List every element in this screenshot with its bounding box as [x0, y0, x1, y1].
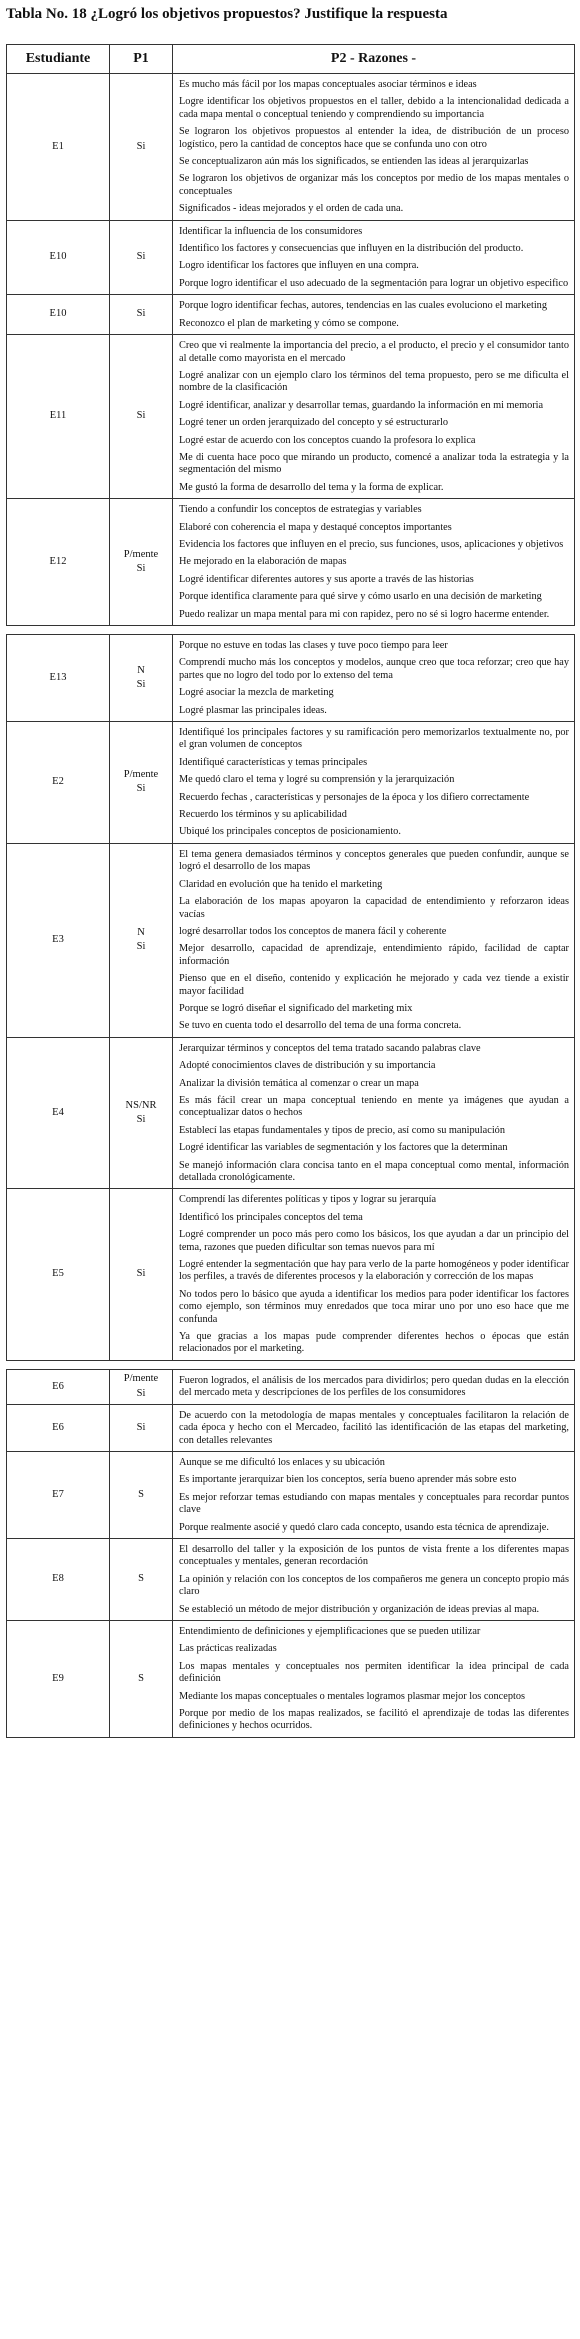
reason-text: Porque no estuve en todas las clases y tuve poco tiempo para leer — [179, 640, 448, 651]
reason-text: Significados - ideas mejorados y el orden de cada una. — [179, 203, 404, 215]
table-caption: Tabla No. 18 ¿Logró los objetivos propuestos? Justifique la respuesta — [6, 6, 448, 22]
reasons-cell — [173, 220, 575, 295]
p1-value: Si — [136, 941, 146, 953]
row-separator — [7, 1360, 575, 1369]
results-table — [6, 44, 575, 1738]
reason-text: He mejorado en la elaboración de mapas — [179, 556, 347, 568]
p1-cell — [110, 220, 173, 295]
student-cell: E10 — [7, 220, 110, 295]
separator-cell — [7, 626, 575, 635]
table-body — [7, 74, 575, 1738]
student-cell: E3 — [7, 843, 110, 1037]
reasons-cell — [173, 1037, 575, 1189]
p1-cell — [110, 295, 173, 335]
reasons-cell — [173, 74, 575, 221]
reason-text: Porque logro identificar fechas, autores, tendencias en las cuales evoluciono el marketing — [179, 300, 547, 312]
reason-text: Se estableció un método de mejor distribución y organización de ideas previas al mapa. — [179, 1603, 540, 1615]
reason-text: logré desarrollar todos los conceptos de manera fácil y coherente — [179, 925, 447, 937]
table-row — [7, 1620, 575, 1737]
p1-value: P/mente — [123, 548, 159, 560]
student-cell: E7 — [7, 1451, 110, 1538]
student-cell: E10 — [7, 295, 110, 335]
student-cell: E12 — [7, 499, 110, 626]
reason-text: El tema genera demasiados términos y conceptos generales que pueden confundir, aunque se logró el desarrollo de los mapas — [179, 848, 569, 873]
reason-text: Se manejó información clara concisa tanto en el mapa conceptual como mental, información detallada cronológicamente. — [179, 1159, 569, 1183]
student-cell: E6 — [7, 1369, 110, 1404]
reason-text: Logre identificar los objetivos propuestos en el taller, debido a la intencionalidad dedicada a cada mapa mental o conceptual teniendo y comprendiendo su importancia — [179, 96, 569, 120]
reason-text: Reconozco el plan de marketing y cómo se compone. — [179, 317, 399, 329]
reason-text: Logré comprender un poco más pero como los básicos, los que ayudan a dar un principio del tema, razones que pueden dificultar son temas nuevos para mí — [179, 1229, 569, 1253]
reasons-cell — [173, 1369, 575, 1404]
student-cell: E11 — [7, 335, 110, 499]
reason-text: Es más fácil crear un mapa conceptual teniendo en mente ya imágenes que ayudan a conceptualizar datos o hechos — [179, 1094, 569, 1119]
reason-text: De acuerdo con la metodología de mapas mentales y conceptuales facilitaron la relación de cada época y hecho con el Mercadeo, facilitó las identificación de las etapas del marketing, con detalles relevantes — [179, 1409, 569, 1446]
reason-text: Recuerdo los términos y su aplicabilidad — [179, 809, 347, 821]
reason-text: Logro identificar los factores que influyen en una compra. — [179, 260, 419, 272]
reason-text: Logré tener un orden jerarquizado del concepto y sé estructurarlo — [179, 417, 449, 429]
reason-text: La elaboración de los mapas apoyaron la capacidad de entendimiento y reforzaron ideas vacías — [179, 896, 569, 920]
p1-value: N — [137, 926, 145, 938]
reasons-cell — [173, 1404, 575, 1451]
reason-text: Mediante los mapas conceptuales o mentales logramos plasmar mejor los conceptos — [179, 1690, 525, 1702]
p1-value: S — [138, 1672, 144, 1684]
reason-text: Logré asociar la mezcla de marketing — [179, 687, 334, 699]
reason-text: Aunque se me dificultó los enlaces y su ubicación — [179, 1456, 385, 1468]
reason-text: Creo que vi realmente la importancia del precio, a el producto, el precio y el consumidor tanto al detalle como mayorista en el mercado — [179, 340, 569, 364]
reason-text: El desarrollo del taller y la exposición de los puntos de vista frente a los diferentes mapas conceptuales y mentales, generan recordación — [179, 1543, 569, 1568]
table-header-row — [7, 45, 575, 74]
reason-text: Identifico los factores y consecuencias que influyen en la distribución del producto. — [179, 243, 524, 255]
reason-text: Pienso que en el diseño, contenido y explicación he mejorado y cada vez tiende a existir mayor facilidad — [179, 973, 569, 997]
reason-text: Se lograron los objetivos de organizar más los conceptos por medio de los mapas mentales o conceptuales — [179, 173, 569, 197]
reason-text: Se conceptualizaron aún más los significados, se entienden las ideas al jerarquizarlas — [179, 156, 529, 168]
reason-text: Analizar la división temática al comenzar o crear un mapa — [179, 1077, 419, 1089]
header-p2-razones: P2 - Razones - — [173, 45, 575, 74]
student-cell: E2 — [7, 722, 110, 844]
reasons-cell — [173, 1451, 575, 1538]
reason-text: Porque logro identificar el uso adecuado de la segmentación para lograr un objetivo especifico — [179, 277, 569, 289]
table-row — [7, 1404, 575, 1451]
reason-text: Es mejor reforzar temas estudiando con mapas mentales y conceptuales para recordar puntos clave — [179, 1491, 569, 1516]
reason-text: Jerarquizar términos y conceptos del tema tratado sacando palabras clave — [179, 1042, 481, 1054]
table-row — [7, 1037, 575, 1189]
reasons-cell — [173, 335, 575, 499]
student-cell: E6 — [7, 1404, 110, 1451]
reason-text: Logré plasmar las principales ideas. — [179, 704, 327, 716]
reason-text: Tiendo a confundir los conceptos de estrategias y variables — [179, 504, 422, 516]
p1-value: Si — [136, 410, 146, 422]
reason-text: Logré identificar, analizar y desarrollar temas, guardando la información en mi memoria — [179, 399, 544, 411]
p1-cell — [110, 843, 173, 1037]
p1-cell — [110, 1369, 173, 1404]
reason-text: Me quedó claro el tema y logré su comprensión y la jerarquización — [179, 774, 455, 786]
reason-text: Identificó los principales conceptos del tema — [179, 1211, 363, 1223]
reason-text: Evidencia los factores que influyen en el precio, sus funciones, usos, aplicaciones y objetivos — [179, 538, 564, 550]
reasons-cell — [173, 1189, 575, 1360]
student-cell: E8 — [7, 1538, 110, 1620]
table-row — [7, 843, 575, 1037]
p1-value: NS/NR — [125, 1099, 157, 1111]
reason-text: Identifiqué características y temas principales — [179, 756, 368, 768]
header-estudiante: Estudiante — [7, 45, 110, 74]
table-row — [7, 499, 575, 626]
reasons-cell — [173, 295, 575, 335]
student-cell: E9 — [7, 1620, 110, 1737]
reason-text: Me di cuenta hace poco que mirando un producto, comencé a analizar toda la estrategia y la segmentación del mismo — [179, 451, 569, 476]
reason-text: Se tuvo en cuenta todo el desarrollo del tema de una forma concreta. — [179, 1020, 462, 1032]
reason-text: Comprendí mucho más los conceptos y modelos, aunque creo que toca reforzar; creo que hay partes que no logro del todo por lo extenso del tema — [179, 657, 569, 681]
p1-value: S — [138, 1488, 144, 1500]
p1-cell — [110, 74, 173, 221]
student-cell: E1 — [7, 74, 110, 221]
table-row — [7, 1189, 575, 1360]
reason-text: No todos pero lo básico que ayuda a identificar los medios para poder identificar los factores como ejemplo, son términos muy enredados que toca mirar uno por uno eso hace que me confunda — [179, 1288, 569, 1325]
reason-text: Identificar la influencia de los consumidores — [179, 225, 363, 237]
reason-text: Comprendí las diferentes políticas y tipos y lograr su jerarquía — [179, 1194, 437, 1206]
p1-value: P/mente — [123, 1373, 159, 1385]
reason-text: Fueron logrados, el análisis de los mercados para dividirlos; pero quedan dudas en la elección del mercado meta y descripciones de los perfiles de los consumidores — [179, 1374, 569, 1399]
p1-value: Si — [136, 783, 146, 795]
reason-text: Logré estar de acuerdo con los conceptos cuando la profesora lo explica — [179, 434, 476, 446]
header-p1: P1 — [110, 45, 173, 74]
p1-cell — [110, 635, 173, 722]
p1-value: Si — [136, 1421, 146, 1433]
reason-text: Recuerdo fechas , características y personajes de la época y los difiero correctamente — [179, 791, 530, 803]
reason-text: Puedo realizar un mapa mental para mi con rapidez, pero no sé si logro hacerme entender. — [179, 608, 550, 620]
p1-value: Si — [136, 1114, 146, 1126]
table-row — [7, 722, 575, 844]
reason-text: Establecí las etapas fundamentales y tipos de precio, así como su manipulación — [179, 1124, 505, 1136]
student-cell: E5 — [7, 1189, 110, 1360]
p1-value: Si — [136, 251, 146, 263]
p1-cell — [110, 335, 173, 499]
p1-value: S — [138, 1573, 144, 1585]
reasons-cell — [173, 499, 575, 626]
table-row — [7, 220, 575, 295]
reason-text: Porque por medio de los mapas realizados, se facilitó el aprendizaje de todas las diferentes definiciones y hechos ocurridos. — [179, 1708, 569, 1732]
reason-text: Adopté conocimientos claves de distribución y su importancia — [179, 1060, 436, 1072]
p1-value: Si — [136, 563, 146, 575]
reasons-cell — [173, 1620, 575, 1737]
reasons-cell — [173, 635, 575, 722]
p1-cell — [110, 722, 173, 844]
table-row — [7, 1451, 575, 1538]
p1-cell — [110, 1538, 173, 1620]
reason-text: La opinión y relación con los conceptos de los compañeros me genera un concepto propio más claro — [179, 1573, 569, 1598]
reason-text: Se lograron los objetivos propuestos al entender la idea, de distribución de un proceso logístico, pero la cantidad de conceptos hace que se confunda uno con otro — [179, 126, 569, 150]
reason-text: Entendimiento de definiciones y ejemplificaciones que se pueden utilizar — [179, 1625, 481, 1637]
p1-cell — [110, 1404, 173, 1451]
p1-value: Si — [136, 679, 146, 691]
table-row — [7, 335, 575, 499]
reason-text: Porque se logró diseñar el significado del marketing mix — [179, 1002, 413, 1014]
p1-cell — [110, 1451, 173, 1538]
p1-cell — [110, 1620, 173, 1737]
reason-text: Ubiqué los principales conceptos de posicionamiento. — [179, 826, 401, 838]
reason-text: Me gustó la forma de desarrollo del tema y la forma de explicar. — [179, 481, 444, 493]
reason-text: Logré identificar las variables de segmentación y los factores que la determinan — [179, 1142, 508, 1154]
table-row — [7, 635, 575, 722]
reasons-cell — [173, 1538, 575, 1620]
p1-value: Si — [136, 308, 146, 320]
p1-value: N — [137, 664, 145, 676]
reason-text: Los mapas mentales y conceptuales nos permiten identificar la idea principal de cada definición — [179, 1660, 569, 1685]
p1-cell — [110, 1037, 173, 1189]
row-separator — [7, 626, 575, 635]
table-row — [7, 1369, 575, 1404]
reason-text: Porque realmente asocié y quedó claro cada concepto, usando esta técnica de aprendizaje. — [179, 1521, 549, 1533]
reason-text: Las prácticas realizadas — [179, 1643, 277, 1655]
reason-text: Claridad en evolución que ha tenido el marketing — [179, 878, 383, 890]
reason-text: Logré entender la segmentación que hay para verlo de la parte homogéneos y poder identificar los perfiles, a través de diferentes procesos y la elaboración y corrección de los mapas — [179, 1259, 569, 1283]
reason-text: Logré identificar diferentes autores y sus aporte a través de las historias — [179, 573, 474, 585]
reason-text: Logré analizar con un ejemplo claro los términos del tema propuesto, pero se me dificulta el nombre de la clasificación — [179, 369, 569, 394]
separator-cell — [7, 1360, 575, 1369]
reasons-cell — [173, 722, 575, 844]
student-cell: E4 — [7, 1037, 110, 1189]
p1-value: Si — [136, 1387, 146, 1399]
reasons-cell — [173, 843, 575, 1037]
reason-text: Es mucho más fácil por los mapas conceptuales asociar términos e ideas — [179, 79, 477, 90]
reason-text: Identifiqué los principales factores y su ramificación pero memorizarlos textualmente no, por el gran volumen de conceptos — [179, 727, 569, 751]
student-cell: E13 — [7, 635, 110, 722]
p1-value: Si — [136, 1268, 146, 1280]
reason-text: Ya que gracias a los mapas pude comprender diferentes hechos o épocas que están relacionados por el marketing. — [179, 1331, 569, 1355]
table-row — [7, 1538, 575, 1620]
table-row — [7, 295, 575, 335]
p1-value: P/mente — [123, 769, 159, 781]
reason-text: Es importante jerarquizar bien los conceptos, sería bueno aprender más sobre esto — [179, 1474, 517, 1486]
table-row — [7, 74, 575, 221]
reason-text: Elaboré con coherencia el mapa y destaqué conceptos importantes — [179, 521, 452, 533]
p1-cell — [110, 1189, 173, 1360]
reason-text: Mejor desarrollo, capacidad de aprendizaje, entendimiento rápido, facilidad de captar información — [179, 943, 569, 967]
reason-text: Porque identifica claramente para qué sirve y cómo usarlo en una decisión de marketing — [179, 591, 542, 603]
p1-value: Si — [136, 140, 146, 152]
p1-cell — [110, 499, 173, 626]
